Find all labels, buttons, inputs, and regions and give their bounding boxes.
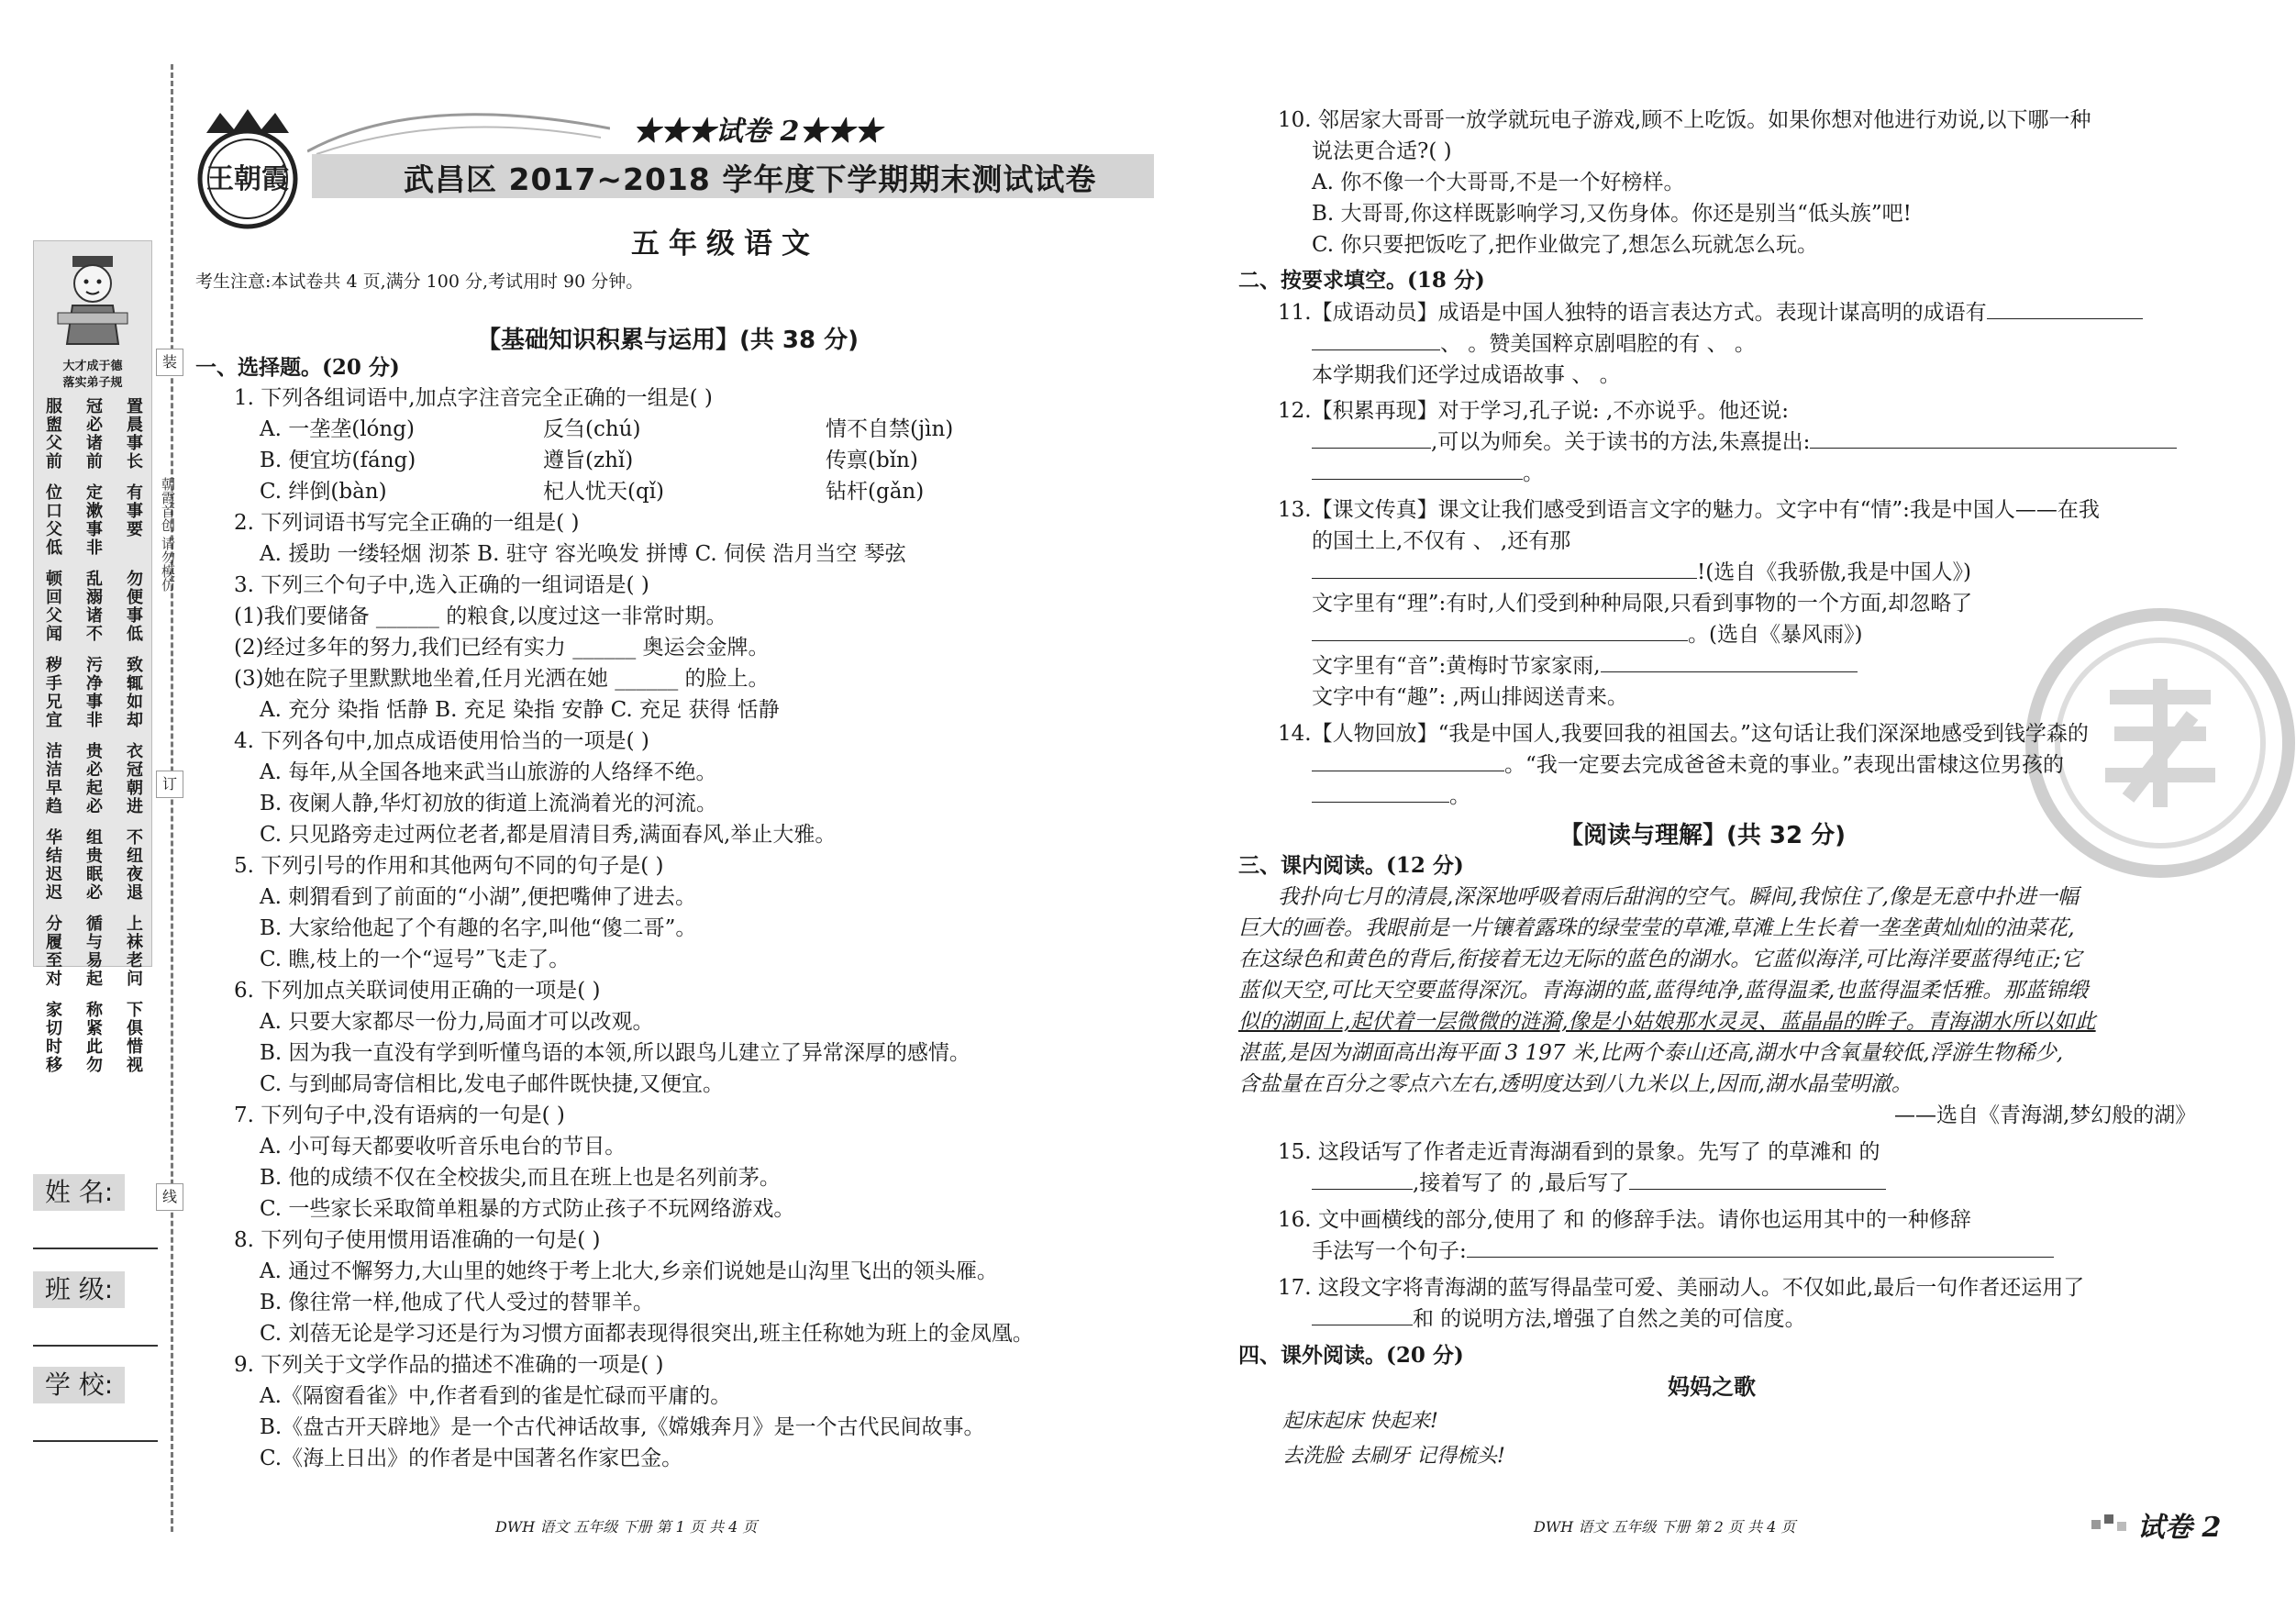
poem-column: 冠必诸前 xyxy=(83,397,103,471)
poem-column: 置晨事长 xyxy=(124,397,143,471)
q13-line-2: 的国土上,不仅有 、 ,还有那 xyxy=(1312,529,1571,553)
q6-option-c: C. 与到邮局寄信相比,发电子邮件既快捷,又便宜。 xyxy=(260,1072,725,1096)
question-15: 15. 这段话写了作者走近青海湖看到的景象。先写了 的草滩和 的 xyxy=(1278,1140,1880,1164)
q8-option-c: C. 刘蓓无论是学习还是行为习惯方面都表现得很突出,班主任称她为班上的金凤凰。 xyxy=(260,1322,1034,1346)
part3-title: 三、课内阅读。(12 分) xyxy=(1238,853,1464,878)
poem-column: 致辄如却 xyxy=(124,656,143,729)
poem-column: 家切时移 xyxy=(43,1001,62,1074)
q1-option-c: 钻杆(gǎn) xyxy=(826,480,925,504)
part2-title: 二、按要求填空。(18 分) xyxy=(1238,268,1485,293)
question-13: 13.【课文传真】课文让我们感受到语言文字的魅力。文字中有“情”:我是中国人——在我 xyxy=(1278,498,2100,522)
poem-block xyxy=(39,828,146,902)
q5-option-c: C. 瞧,枝上的一个“逗号”飞走了。 xyxy=(260,948,571,971)
poem-column: 勿便事低 xyxy=(124,570,143,643)
poem-column: 上袜老问 xyxy=(124,915,143,988)
q9-option-c: C.《海上日出》的作者是中国著名作家巴金。 xyxy=(260,1447,683,1470)
q3-sentence-3: (3)她在院子里默默地坐着,任月光洒在她 ______ 的脸上。 xyxy=(234,667,770,691)
q6-option-b: B. 因为我一直没有学到听懂鸟语的本领,所以跟鸟儿建立了异常深厚的感情。 xyxy=(260,1041,971,1065)
paper-number: ★★★试卷 2★★★ xyxy=(633,116,882,148)
q7-option-c: C. 一些家长采取简单粗暴的方式防止孩子不玩网络游戏。 xyxy=(260,1197,795,1221)
q8-option-a: A. 通过不懈努力,大山里的她终于考上北大,乡亲们说她是山沟里飞出的领头雁。 xyxy=(260,1259,998,1283)
section-heading-reading: 【阅读与理解】(共 32 分) xyxy=(1559,822,1847,849)
poem-column: 分履至对 xyxy=(43,915,62,988)
poem-column: 称紧此勿 xyxy=(83,1001,103,1074)
q10-option-a: A. 你不像一个大哥哥,不是一个好榜样。 xyxy=(1312,171,1685,194)
question-6: 6. 下列加点关联词使用正确的一项是( ) xyxy=(234,979,601,1003)
q1-option-a: A. 一垄垄(lóng) xyxy=(260,417,415,441)
q6-option-a: A. 只要大家都尽一份力,局面才可以改观。 xyxy=(260,1010,654,1034)
poem-title: 妈妈之歌 xyxy=(1668,1373,1756,1400)
passage-line: 蓝似天空,可比天空要蓝得深沉。青海湖的蓝,蓝得纯净,蓝得温柔,也蓝得温柔恬雅。那蓝锦缎 xyxy=(1238,979,2089,1003)
page-footer-left: DWH 语文 五年级 下册 第 1 页 共 4 页 xyxy=(495,1518,758,1536)
q13-line-6: 文字里有“音”:黄梅时节家家雨, xyxy=(1312,651,1858,681)
publisher-logo-icon xyxy=(188,105,307,234)
poem-block xyxy=(39,1001,146,1074)
q16-line-2: 手法写一个句子: xyxy=(1312,1237,2054,1266)
motto-line: 大才成于德 xyxy=(62,360,123,373)
question-16: 16. 文中画横线的部分,使用了 和 的修辞手法。请你也运用其中的一种修辞 xyxy=(1278,1208,1971,1232)
question-14: 14.【人物回放】“我是中国人,我要回我的祖国去。”这句话让我们深深地感受到钱学森的 xyxy=(1278,722,2089,746)
q1-option-b: B. 便宜坊(fáng) xyxy=(260,449,416,472)
q13-line-7: 文字中有“趣”: ,两山排闼送青来。 xyxy=(1312,685,1628,709)
name-label: 姓 名: xyxy=(33,1174,125,1211)
q4-option-a: A. 每年,从全国各地来武当山旅游的人络绎不绝。 xyxy=(260,760,717,784)
q3-sentence-1: (1)我们要储备 ______ 的粮食,以度过这一非常时期。 xyxy=(234,604,727,628)
q14-line-3: 。 xyxy=(1312,782,1470,811)
q1-option-a: 反刍(chú) xyxy=(543,417,641,441)
q5-option-b: B. 大家给他起了个有趣的名字,叫他“傻二哥”。 xyxy=(260,916,697,940)
q11-line-3: 本学期我们还学过成语故事 、 。 xyxy=(1312,363,1621,387)
poem-block xyxy=(39,915,146,988)
dizigui-text-grid xyxy=(39,397,146,1087)
class-label: 班 级: xyxy=(33,1271,125,1308)
poem-column: 定漱事非 xyxy=(83,483,103,557)
q3-sentence-2: (2)经过多年的努力,我们已经有实力 ______ 奥运会金牌。 xyxy=(234,636,770,660)
poem-block xyxy=(39,656,146,729)
side-vertical-note: 朝霞首创 请勿模仿 xyxy=(160,477,176,592)
question-9: 9. 下列关于文学作品的描述不准确的一项是( ) xyxy=(234,1353,664,1377)
q13-line-5: 。(选自《暴风雨》) xyxy=(1312,620,1862,649)
question-7: 7. 下列句子中,没有语病的一句是( ) xyxy=(234,1103,565,1127)
question-10: 10. 邻居家大哥哥一放学就玩电子游戏,顾不上吃饭。如果你想对他进行劝说,以下哪一种 xyxy=(1278,108,2091,132)
poem-column: 衣冠朝进 xyxy=(124,742,143,815)
poem-line: 去洗脸 去刷牙 记得梳头! xyxy=(1282,1445,1505,1468)
motto-line: 落实弟子规 xyxy=(62,376,123,390)
q3-options: A. 充分 染指 恬静 B. 充足 染指 安静 C. 充足 获得 恬静 xyxy=(260,698,780,722)
passage-line: 含盐量在百分之零点六左右,透明度达到八九米以上,因而,湖水晶莹明澈。 xyxy=(1238,1072,1913,1096)
q5-option-a: A. 刺猬看到了前面的“小湖”,便把嘴伸了进去。 xyxy=(260,885,697,909)
svg-text:王朝霞: 王朝霞 xyxy=(206,163,289,195)
passage-source: ——选自《青海湖,梦幻般的湖》 xyxy=(1894,1103,2197,1127)
poem-column: 不纽夜退 xyxy=(124,828,143,902)
q1-option-b: 遵旨(zhǐ) xyxy=(543,449,634,472)
poem-column: 秽手兄宜 xyxy=(43,656,62,729)
poem-column: 位口父低 xyxy=(43,483,62,557)
q8-option-b: B. 像往常一样,他成了代人受过的替罪羊。 xyxy=(260,1291,654,1314)
poem-column: 污净事非 xyxy=(83,656,103,729)
question-2: 2. 下列词语书写完全正确的一组是( ) xyxy=(234,511,580,535)
q9-option-b: B.《盘古开天辟地》是一个古代神话故事,《嫦娥奔月》是一个古代民间故事。 xyxy=(260,1415,985,1439)
margin-poem-panel xyxy=(33,240,152,1074)
poem-column: 华结迟迟 xyxy=(43,828,62,902)
q14-line-2: 。“我一定要去完成爸爸未竟的事业。”表现出雷棣这位男孩的 xyxy=(1312,750,2064,780)
q1-option-c: C. 绊倒(bàn) xyxy=(260,480,387,504)
q7-option-a: A. 小可每天都要收听音乐电台的节目。 xyxy=(260,1135,627,1159)
question-8: 8. 下列句子使用惯用语准确的一句是( ) xyxy=(234,1228,601,1252)
q13-line-3: !(选自《我骄傲,我是中国人》) xyxy=(1312,558,1971,587)
q9-option-a: A.《隔窗看雀》中,作者看到的雀是忙碌而平庸的。 xyxy=(260,1384,732,1408)
question-11: 11.【成语动员】成语是中国人独特的语言表达方式。表现计谋高明的成语有 xyxy=(1278,298,2143,327)
fold-label-ding: 订 xyxy=(156,771,183,798)
q4-option-c: C. 只见路旁走过两位老者,都是眉清目秀,满面春风,举止大雅。 xyxy=(260,823,837,847)
section-heading-basics: 【基础知识积累与运用】(共 38 分) xyxy=(477,327,860,354)
q7-option-b: B. 他的成绩不仅在全校拔尖,而且在班上也是名列前茅。 xyxy=(260,1166,781,1190)
poem-column: 贵必起必 xyxy=(83,742,103,815)
class-field[interactable] xyxy=(33,1345,158,1347)
question-12: 12.【积累再现】对于学习,孔子说: ,不亦说乎。他还说: xyxy=(1278,399,1790,423)
poem-column: 有事要 xyxy=(124,483,143,538)
q2-options: A. 援助 一缕轻烟 沏茶 B. 驻守 容光唤发 拼博 C. 伺侯 浩月当空 琴弦 xyxy=(260,542,906,566)
passage-line-underlined: 似的湖面上,起伏着一层微微的涟漪,像是小姑娘那水灵灵、蓝晶晶的眸子。青海湖水所以如此 xyxy=(1238,1010,2096,1034)
margin-motto xyxy=(38,359,148,392)
paper-number-tag: 试卷 2 xyxy=(2137,1512,2222,1544)
scholar-mascot-icon xyxy=(52,252,133,349)
poem-column: 顿回父闻 xyxy=(43,570,62,643)
poem-block xyxy=(39,483,146,557)
passage-line: 巨大的画卷。我眼前是一片镶着露珠的绿莹莹的草滩,草滩上生长着一垄垄黄灿灿的油菜花, xyxy=(1238,916,2075,940)
part4-title: 四、课外阅读。(20 分) xyxy=(1238,1343,1464,1368)
corner-decoration-icon xyxy=(2091,1509,2128,1536)
q10-continued: 说法更合适?( ) xyxy=(1312,139,1452,163)
fold-label-xian: 线 xyxy=(156,1183,183,1211)
q17-line-2: 和 的说明方法,增强了自然之美的可信度。 xyxy=(1312,1304,1806,1334)
passage-line: 在这绿色和黄色的背后,衔接着无边无际的蓝色的湖水。它蓝似海洋,可比海洋要蓝得纯正;它 xyxy=(1238,948,2082,971)
binding-fold-line xyxy=(171,64,173,1532)
passage-line: 我扑向七月的清晨,深深地呼吸着雨后甜润的空气。瞬间,我惊住了,像是无意中扑进一幅 xyxy=(1278,885,2079,909)
q13-line-4: 文字里有“理”:有时,人们受到种种局限,只看到事物的一个方面,却忽略了 xyxy=(1312,592,1973,616)
q10-option-c: C. 你只要把饭吃了,把作业做完了,想怎么玩就怎么玩。 xyxy=(1312,233,1819,257)
q4-option-b: B. 夜阑人静,华灯初放的街道上流淌着光的河流。 xyxy=(260,792,717,815)
part1-title: 一、选择题。(20 分) xyxy=(195,355,400,380)
question-5: 5. 下列引号的作用和其他两句不同的句子是( ) xyxy=(234,854,664,878)
question-1: 1. 下列各组词语中,加点字注音完全正确的一组是( ) xyxy=(234,386,713,410)
poem-column: 循与易起 xyxy=(83,915,103,988)
q1-option-a: 情不自禁(jìn) xyxy=(826,417,954,441)
poem-line: 起床起床 快起来! xyxy=(1282,1410,1438,1433)
subject-title: 五年级语文 xyxy=(631,227,819,261)
school-field[interactable] xyxy=(33,1440,158,1442)
ribbon-swoosh-icon xyxy=(307,101,610,156)
q12-line-2: ,可以为师矣。关于读书的方法,朱熹提出: xyxy=(1312,427,2177,457)
question-4: 4. 下列各句中,加点成语使用恰当的一项是( ) xyxy=(234,729,649,753)
q15-line-2: ,接着写了 的 ,最后写了 xyxy=(1312,1169,1886,1198)
q1-option-c: 杞人忧天(qǐ) xyxy=(543,480,665,504)
poem-column: 组贵眠必 xyxy=(83,828,103,902)
passage-line: 湛蓝,是因为湖面高出海平面 3 197 米,比两个泰山还高,湖水中含氧量较低,浮游生物稀少, xyxy=(1238,1041,2064,1065)
poem-column: 服盥父前 xyxy=(43,397,62,471)
school-label: 学 校: xyxy=(33,1367,125,1403)
poem-block xyxy=(39,570,146,643)
poem-block xyxy=(39,742,146,815)
poem-column: 下俱惜视 xyxy=(124,1001,143,1074)
q11-line-2: 、 。赞美国粹京剧唱腔的有 、 。 xyxy=(1312,329,1756,359)
name-field[interactable] xyxy=(33,1248,158,1249)
q12-line-3: 。 xyxy=(1312,459,1544,488)
page-footer-right: DWH 语文 五年级 下册 第 2 页 共 4 页 xyxy=(1534,1518,1796,1536)
exam-notice: 考生注意:本试卷共 4 页,满分 100 分,考试用时 90 分钟。 xyxy=(195,272,644,292)
poem-column: 乱溺诸不 xyxy=(83,570,103,643)
question-3: 3. 下列三个句子中,选入正确的一组词语是( ) xyxy=(234,573,649,597)
poem-block xyxy=(39,397,146,471)
question-17: 17. 这段文字将青海湖的蓝写得晶莹可爱、美丽动人。不仅如此,最后一句作者还运用了 xyxy=(1278,1276,2085,1300)
q10-option-b: B. 大哥哥,你这样既影响学习,又伤身体。你还是别当“低头族”吧! xyxy=(1312,202,1912,226)
fold-label-zhuang: 装 xyxy=(156,349,183,376)
q1-option-b: 传禀(bǐn) xyxy=(826,449,918,472)
exam-title: 武昌区 2017~2018 学年度下学期期末测试试卷 xyxy=(404,161,1097,197)
poem-column: 洁洁早趋 xyxy=(43,742,62,815)
